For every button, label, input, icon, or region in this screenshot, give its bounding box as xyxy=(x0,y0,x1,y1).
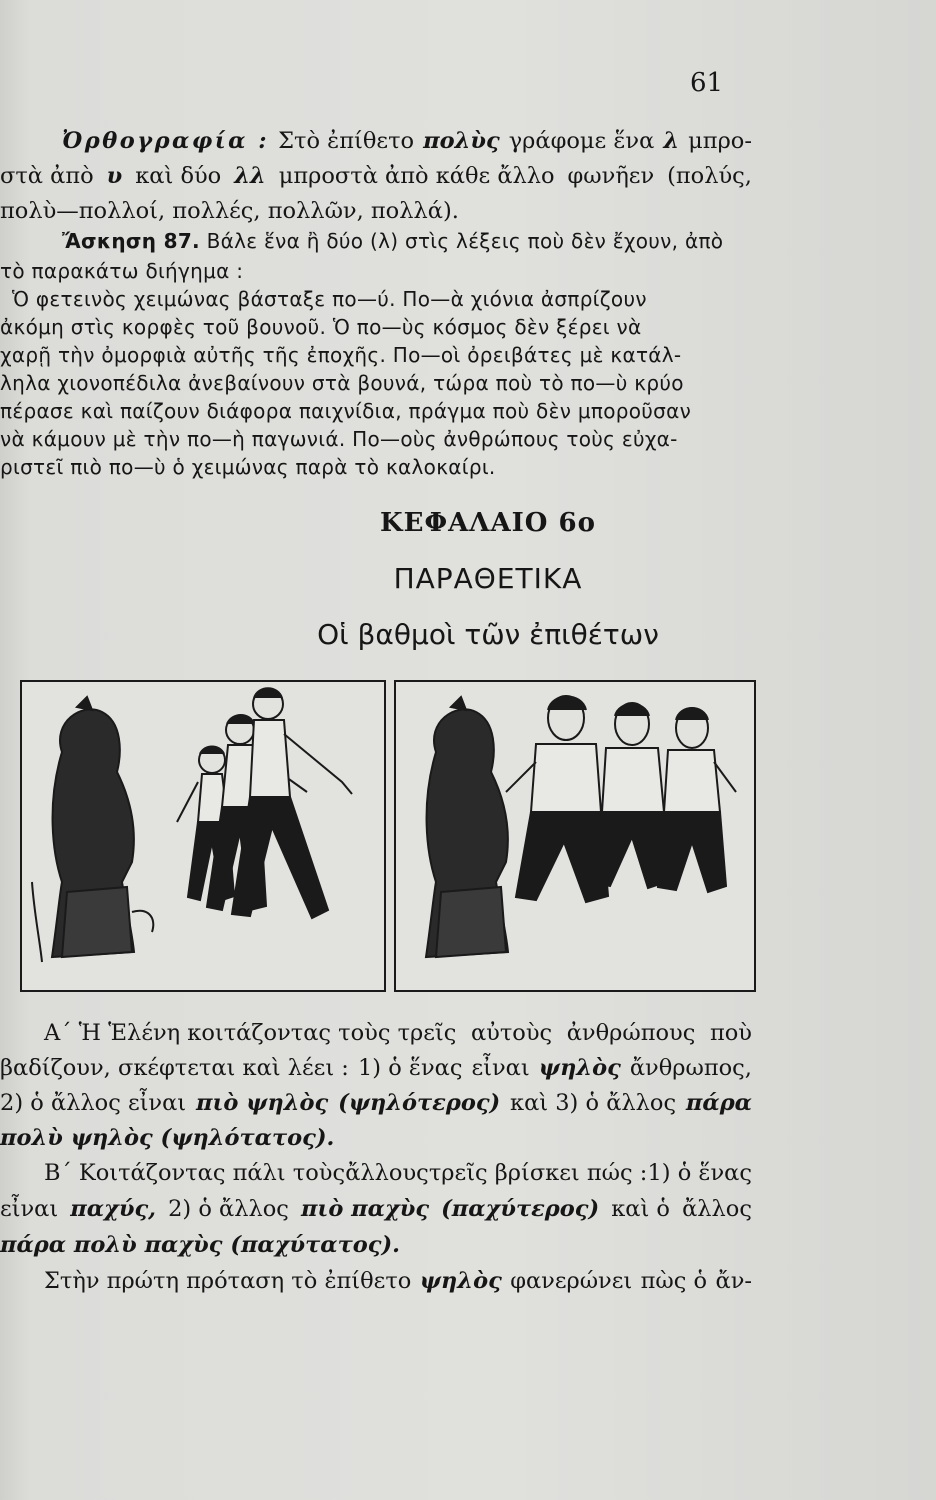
exercise-label: Ἄσκηση 87. xyxy=(62,229,200,253)
exercise-line-5: χαρῇ τὴν ὀμορφιὰ αὐτῆς τῆς ἐποχῆς. Πο—οὶ ὀρειβάτες μὲ κατάλ- xyxy=(0,343,682,367)
exercise-line-2: τὸ παρακάτω διήγημα : xyxy=(0,259,244,283)
page-number: 61 xyxy=(690,68,724,98)
illustration-girl-stout-men xyxy=(396,682,754,990)
illustration-panel-2 xyxy=(394,680,756,992)
text-a-line-4: πολὺ ψηλὸς (ψηλότατος). xyxy=(0,1125,335,1151)
orthography-heading: Ὀρθογραφία : xyxy=(62,128,270,154)
chapter-title: ΠΑΡΑΘΕΤΙΚΑ xyxy=(393,562,583,595)
exercise-line-3: Ὁ φετεινὸς χειμώνας βάσταξε πο—ύ. Πο—ὰ χιόνια ἀσπρίζουν xyxy=(12,287,647,311)
chapter-subtitle: Οἱ βαθμοὶ τῶν ἐπιθέτων xyxy=(317,618,659,651)
exercise-line-7: πέρασε καὶ παίζουν διάφορα παιχνίδια, πράγμα ποὺ δὲν μποροῦσαν xyxy=(0,399,692,423)
text-b-line-3: πάρα πολὺ παχὺς (παχύτατος). xyxy=(0,1232,400,1258)
orthography-line-2: στὰ ἀπὸ υ καὶ δύο λλ μπροστὰ ἀπὸ κάθε ἄλλο φωνῆεν (πολύς, xyxy=(0,163,752,189)
text-a-line-1: Α΄ Ἡ Ἑλένη κοιτάζοντας τοὺς τρεῖς αὐτοὺς ἀνθρώπους ποὺ xyxy=(44,1020,752,1046)
exercise-line-9: ριστεῖ πιὸ πο—ὺ ὁ χειμώνας παρὰ τὸ καλοκαίρι. xyxy=(0,455,496,479)
orthography-line-1: Ὀρθογραφία : Στὸ ἐπίθετο πολὺς γράφομε ἕνα λ μπρο- xyxy=(62,128,752,154)
illustration-girl-tall-men xyxy=(22,682,384,990)
text-c-line-1: Στὴν πρώτη πρόταση τὸ ἐπίθετο ψηλὸς φανερώνει πὼς ὁ ἄν- xyxy=(44,1268,752,1294)
exercise-line-8: νὰ κάμουν μὲ τὴν πο—ὴ παγωνιά. Πο—οὺς ἀνθρώπους τοὺς εὐχα- xyxy=(0,427,678,451)
exercise-line-1: Ἄσκηση 87. Βάλε ἕνα ἢ δύο (λ) στὶς λέξεις ποὺ δὲν ἔχουν, ἀπὸ xyxy=(62,229,724,253)
text-a-line-2: βαδίζουν, σκέφτεται καὶ λέει : 1) ὁ ἕνας εἶναι ψηλὸς ἄνθρωπος, xyxy=(0,1055,752,1081)
chapter-number: ΚΕΦΑΛΑΙΟ 6ο xyxy=(380,508,596,538)
text-a-line-3: 2) ὁ ἄλλος εἶναι πιὸ ψηλὸς (ψηλότερος) καὶ 3) ὁ ἄλλος πάρα xyxy=(0,1090,752,1116)
orthography-line-3: πολὺ—πολλοί, πολλές, πολλῶν, πολλά). xyxy=(0,198,459,224)
exercise-line-6: ληλα χιονοπέδιλα ἀνεβαίνουν στὰ βουνά, τώρα ποὺ τὸ πο—ὺ κρύο xyxy=(0,371,684,395)
exercise-line-4: ἀκόμη στὶς κορφὲς τοῦ βουνοῦ. Ὁ πο—ὺς κόσμος δὲν ξέρει νὰ xyxy=(0,315,642,339)
illustration-panel-1 xyxy=(20,680,386,992)
text-b-line-1: Β΄ Κοιτάζοντας πάλι τοὺς ἄλλους τρεῖς βρίσκει πώς : 1) ὁ ἕνας xyxy=(44,1160,752,1186)
text-b-line-2: εἶναι παχύς, 2) ὁ ἄλλος πιὸ παχὺς (παχύτερος) καὶ ὁ ἄλλος xyxy=(0,1196,752,1222)
